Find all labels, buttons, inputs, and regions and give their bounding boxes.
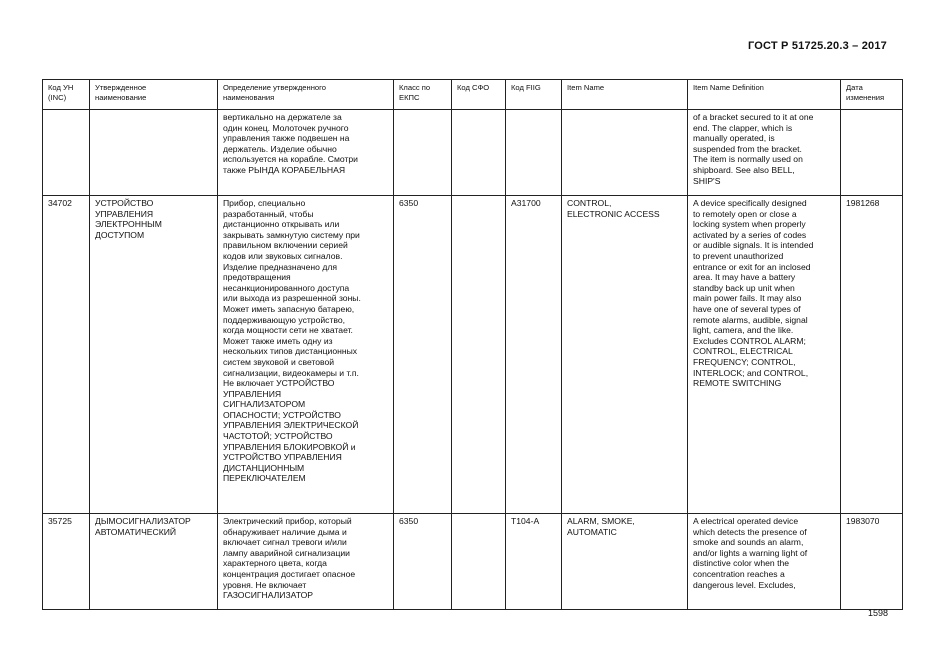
col-header-code-fiig: Код FIIG	[506, 80, 562, 110]
col-header-date: Дата изменения	[841, 80, 903, 110]
cell-item-definition: A electrical operated device which detects the presence of smoke and sounds an alarm, and/or lights a warning light of distinctive color when the concentration reaches a dangerous level. Excludes,	[688, 514, 841, 610]
col-header-name-ru: Утвержденное наименование	[90, 80, 218, 110]
cell-code-sfo	[452, 196, 506, 514]
cell-code-fiig	[506, 110, 562, 196]
cell-class-ekps: 6350	[394, 196, 452, 514]
cell-code-fiig: A31700	[506, 196, 562, 514]
col-header-item-definition: Item Name Definition	[688, 80, 841, 110]
cell-name-ru: ДЫМОСИГНАЛИЗАТОР АВТОМАТИЧЕСКИЙ	[90, 514, 218, 610]
table-row	[43, 514, 903, 610]
cell-definition-ru: Электрический прибор, который обнаруживает наличие дыма и включает сигнал тревоги и/или лампу аварийной сигнализации характерного цвета, когда концентрация достигает опасное уровня. Не включает ГАЗОСИГНАЛИЗАТОР	[218, 514, 394, 610]
cell-code-sfo	[452, 514, 506, 610]
cell-item-name: CONTROL, ELECTRONIC ACCESS	[562, 196, 688, 514]
col-header-class-ekps: Класс по ЕКПС	[394, 80, 452, 110]
cell-item-name	[562, 110, 688, 196]
col-header-item-name: Item Name	[562, 80, 688, 110]
col-header-inc: Код УН (INC)	[43, 80, 90, 110]
col-header-code-sfo: Код СФО	[452, 80, 506, 110]
cell-definition-ru: Прибор, специально разработанный, чтобы дистанционно открывать или закрывать замкнутую систему при правильном включении серией кодов или звуковых сигналов. Изделие предназначено для предотвращения несанкционированного доступа или выхода из разрешенной зоны. Может иметь запасную батарею, поддерживающую устройство, когда мощности сети не хватает. Может также иметь одну из нескольких типов дистанционных систем звуковой и световой сигнализации, видеокамеры и т.п. Не включает УСТРОЙСТВО УПРАВЛЕНИЯ СИГНАЛИЗАТОРОМ ОПАСНОСТИ; УСТРОЙСТВО УПРАВЛЕНИЯ ЭЛЕКТРИЧЕСКОЙ ЧАСТОТОЙ; УСТРОЙСТВО УПРАВЛЕНИЯ БЛОКИРОВКОЙ и УСТРОЙСТВО УПРАВЛЕНИЯ ДИСТАНЦИОННЫМ ПЕРЕКЛЮЧАТЕЛЕМ	[218, 196, 394, 514]
cell-item-definition: of a bracket secured to it at one end. The clapper, which is manually operated, is suspended from the bracket. The item is normally used on shipboard. See also BELL, SHIP'S	[688, 110, 841, 196]
page-number: 1598	[867, 608, 888, 618]
cell-name-ru	[90, 110, 218, 196]
cell-date: 1981268	[841, 196, 903, 514]
cell-inc	[43, 110, 90, 196]
classification-table	[42, 79, 903, 610]
cell-code-fiig: T104-A	[506, 514, 562, 610]
cell-item-definition: A device specifically designed to remotely open or close a locking system when properly activated by a series of codes or audible signals. It is intended to prevent unauthorized entrance or exit for an inclosed area. It may have a battery standby back up unit when main power fails. It may also have one of several types of remote alarms, audible, signal light, camera, and the like. Excludes CONTROL ALARM; CONTROL, ELECTRICAL FREQUENCY; CONTROL, INTERLOCK; and CONTROL, REMOTE SWITCHING	[688, 196, 841, 514]
cell-inc: 35725	[43, 514, 90, 610]
standard-id: ГОСТ Р 51725.20.3 – 2017	[747, 40, 887, 52]
cell-class-ekps: 6350	[394, 514, 452, 610]
cell-inc: 34702	[43, 196, 90, 514]
table-header-row	[43, 80, 903, 110]
cell-name-ru: УСТРОЙСТВО УПРАВЛЕНИЯ ЭЛЕКТРОННЫМ ДОСТУПОМ	[90, 196, 218, 514]
col-header-definition-ru: Определение утвержденного наименования	[218, 80, 394, 110]
cell-code-sfo	[452, 110, 506, 196]
cell-definition-ru: вертикально на держателе за один конец. Молоточек ручного управления также подвешен на держатель. Изделие обычно используется на корабле. Смотри также РЫНДА КОРАБЕЛЬНАЯ	[218, 110, 394, 196]
cell-class-ekps	[394, 110, 452, 196]
cell-date: 1983070	[841, 514, 903, 610]
cell-item-name: ALARM, SMOKE, AUTOMATIC	[562, 514, 688, 610]
table-row	[43, 110, 903, 196]
cell-date	[841, 110, 903, 196]
table-row	[43, 196, 903, 514]
